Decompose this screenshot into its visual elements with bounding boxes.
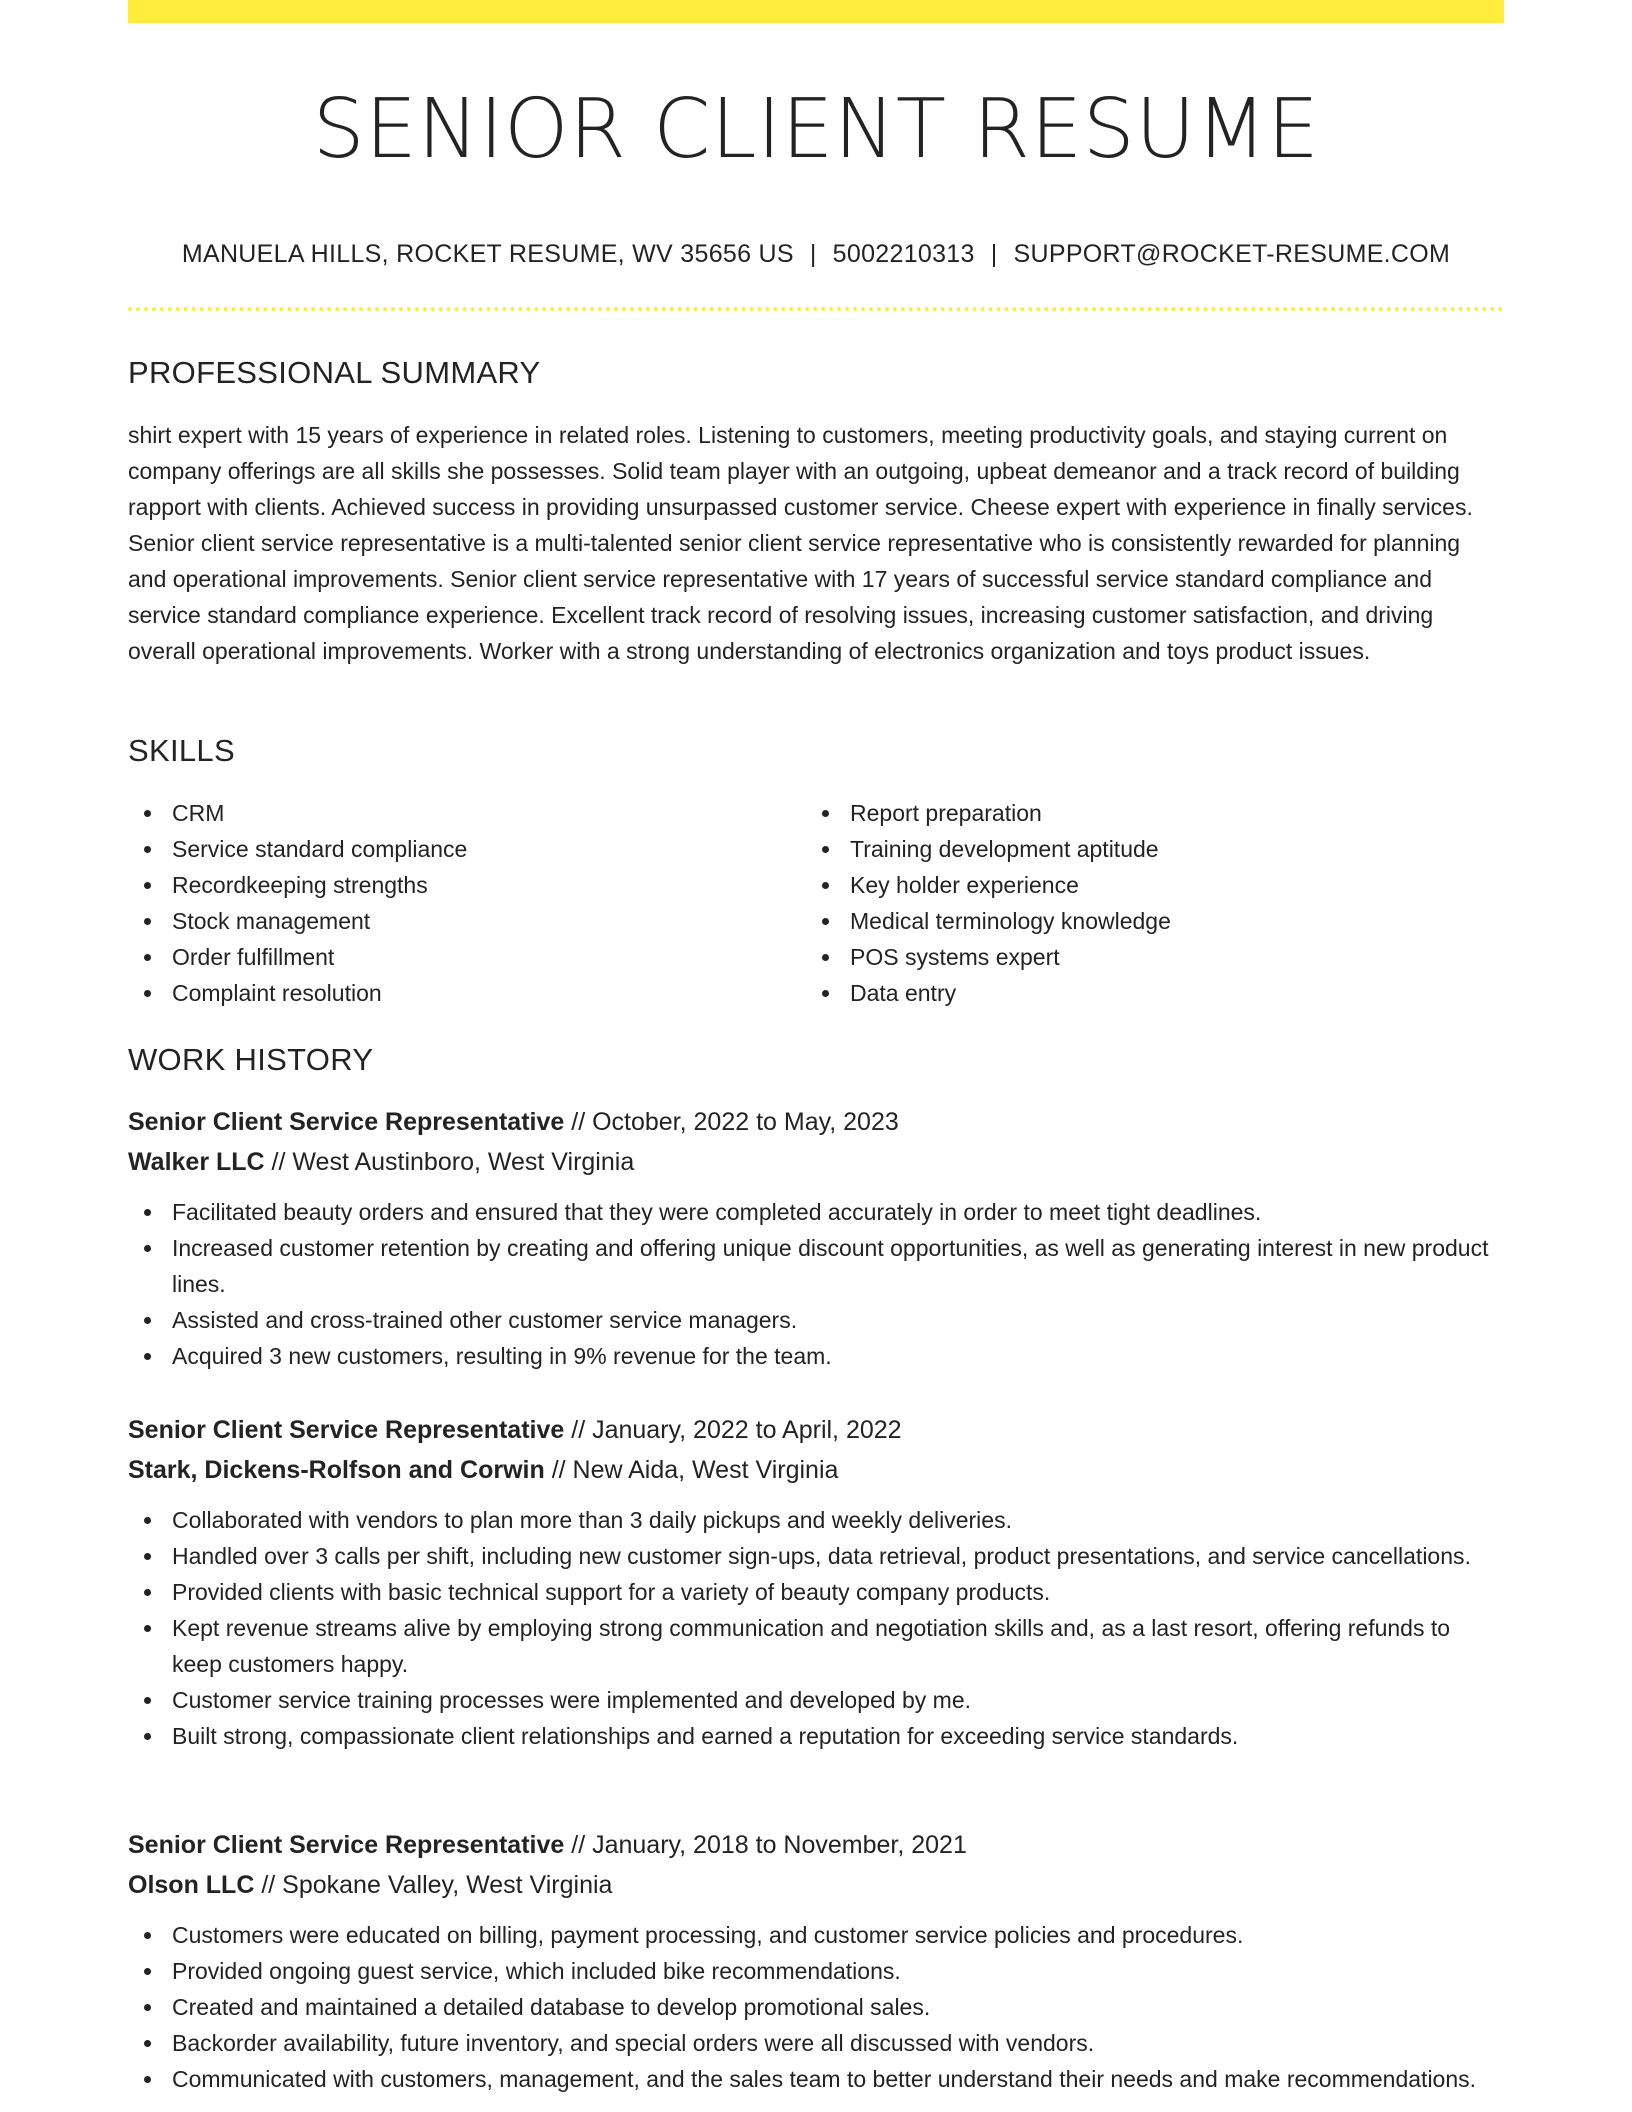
job-bullet: Built strong, compassionate client relationships and earned a reputation for exceeding service standards. — [128, 1718, 1504, 1754]
skill-item: CRM — [128, 795, 788, 831]
job-dates: // October, 2022 to May, 2023 — [564, 1108, 899, 1136]
job-bullet: Customer service training processes were implemented and developed by me. — [128, 1682, 1504, 1718]
job-bullet: Provided ongoing guest service, which included bike recommendations. — [128, 1953, 1504, 1989]
summary-heading: PROFESSIONAL SUMMARY — [128, 355, 541, 390]
job-bullet: Provided clients with basic technical support for a variety of beauty company products. — [128, 1574, 1504, 1610]
accent-bar — [128, 0, 1504, 23]
skill-item: Recordkeeping strengths — [128, 867, 788, 903]
skill-item: Report preparation — [806, 795, 1466, 831]
skill-item: Training development aptitude — [806, 831, 1466, 867]
job-company: Olson LLC — [128, 1871, 255, 1899]
skill-item: POS systems expert — [806, 939, 1466, 975]
skill-item: Data entry — [806, 975, 1466, 1011]
resume-title: SENIOR CLIENT RESUME — [312, 82, 1320, 177]
skills-list-left — [128, 795, 788, 1011]
job-location: // Spokane Valley, West Virginia — [254, 1871, 613, 1899]
section-divider — [128, 307, 1504, 311]
contact-line — [128, 236, 1504, 272]
job-bullets — [128, 1194, 1504, 1374]
job-role: Senior Client Service Representative — [128, 1416, 565, 1444]
contact-separator: | — [809, 240, 817, 268]
job-entry — [128, 1825, 1504, 2097]
job-dates: // January, 2022 to April, 2022 — [564, 1416, 902, 1444]
job-bullets — [128, 1917, 1504, 2097]
job-title-line — [128, 1825, 1504, 1865]
job-bullet: Kept revenue streams alive by employing strong communication and negotiation skills and, as a last resort, offering refunds to keep customers happy. — [128, 1610, 1504, 1682]
job-bullet: Customers were educated on billing, payment processing, and customer service policies and procedures. — [128, 1917, 1504, 1953]
skill-item: Key holder experience — [806, 867, 1466, 903]
job-title-line — [128, 1410, 1504, 1450]
skill-item: Service standard compliance — [128, 831, 788, 867]
job-company-line — [128, 1142, 1504, 1182]
job-bullet: Assisted and cross-trained other customer service managers. — [128, 1302, 1504, 1338]
skill-item: Stock management — [128, 903, 788, 939]
job-role: Senior Client Service Representative — [128, 1831, 565, 1859]
contact-separator: | — [990, 240, 998, 268]
job-dates: // January, 2018 to November, 2021 — [564, 1831, 967, 1859]
job-location: // West Austinboro, West Virginia — [264, 1148, 635, 1176]
job-location: // New Aida, West Virginia — [544, 1456, 839, 1484]
summary-text: shirt expert with 15 years of experience in related roles. Listening to customers, meeting productivity goals, and staying current on company offerings are all skills she possesses. Solid team player with an outgoing, upbeat demeanor and a track record of building rapport with clients. Achieved success in providing unsurpassed customer service. Cheese expert with experience in finally services. Senior client service representative is a multi-talented senior client service representative who is consistently rewarded for planning and operational improvements. Senior client service representative with 17 years of successful service standard compliance and service standard compliance experience. Excellent track record of resolving issues, increasing customer satisfaction, and driving overall operational improvements. Worker with a strong understanding of electronics organization and toys product issues. — [128, 422, 1473, 664]
skill-item: Medical terminology knowledge — [806, 903, 1466, 939]
skill-item: Order fulfillment — [128, 939, 788, 975]
job-role: Senior Client Service Representative — [128, 1108, 565, 1136]
job-bullets — [128, 1502, 1504, 1754]
job-bullet: Communicated with customers, management, and the sales team to better understand their needs and make recommendations. — [128, 2061, 1504, 2097]
contact-phone: 5002210313 — [832, 240, 975, 268]
job-bullet: Collaborated with vendors to plan more than 3 daily pickups and weekly deliveries. — [128, 1502, 1504, 1538]
contact-address: MANUELA HILLS, ROCKET RESUME, WV 35656 US — [181, 240, 794, 268]
skills-heading: SKILLS — [128, 733, 235, 768]
job-bullet: Acquired 3 new customers, resulting in 9% revenue for the team. — [128, 1338, 1504, 1374]
job-entry — [128, 1410, 1504, 1754]
contact-email: SUPPORT@ROCKET-RESUME.COM — [1013, 240, 1451, 268]
job-company: Stark, Dickens-Rolfson and Corwin — [128, 1456, 545, 1484]
job-entry — [128, 1102, 1504, 1374]
work-history-heading: WORK HISTORY — [128, 1042, 374, 1077]
job-bullet: Backorder availability, future inventory, and special orders were all discussed with vendors. — [128, 2025, 1504, 2061]
job-bullet: Handled over 3 calls per shift, including new customer sign-ups, data retrieval, product presentations, and service cancellations. — [128, 1538, 1504, 1574]
job-company-line — [128, 1865, 1504, 1905]
job-bullet: Created and maintained a detailed database to develop promotional sales. — [128, 1989, 1504, 2025]
job-company: Walker LLC — [128, 1148, 265, 1176]
job-bullet: Facilitated beauty orders and ensured that they were completed accurately in order to meet tight deadlines. — [128, 1194, 1504, 1230]
skill-item: Complaint resolution — [128, 975, 788, 1011]
skills-column-right — [806, 795, 1466, 1011]
job-title-line — [128, 1102, 1504, 1142]
skills-list-right — [806, 795, 1466, 1011]
job-company-line — [128, 1450, 1504, 1490]
job-bullet: Increased customer retention by creating and offering unique discount opportunities, as well as generating interest in new product lines. — [128, 1230, 1504, 1302]
skills-column-left — [128, 795, 788, 1011]
